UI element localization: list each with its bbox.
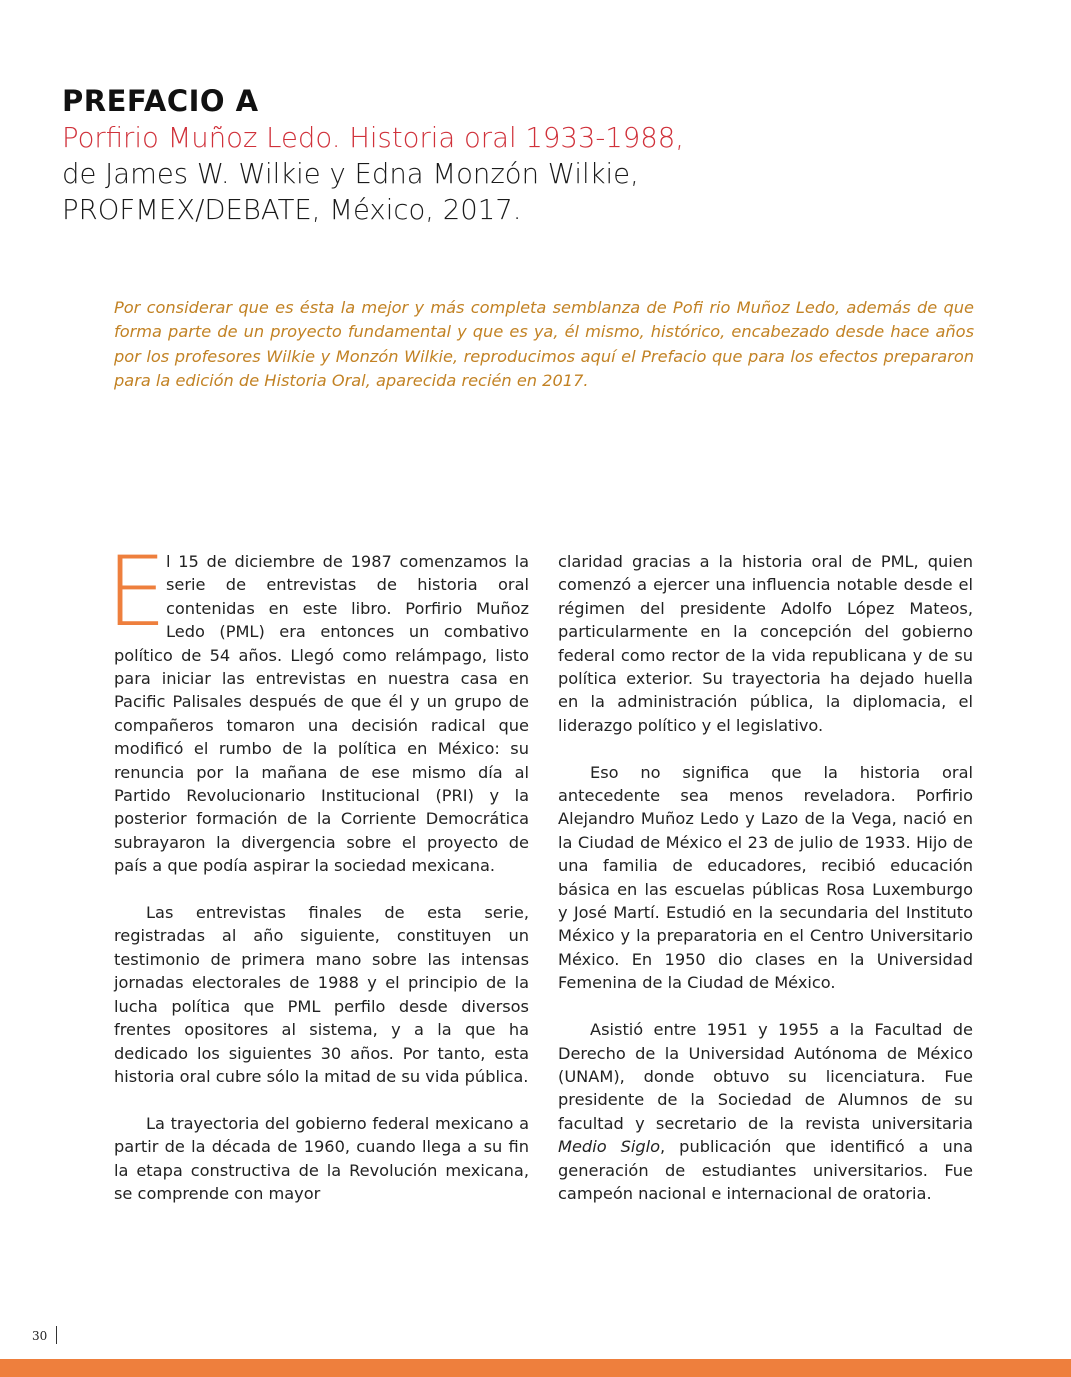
book-authors: de James W. Wilkie y Edna Monzón Wilkie, xyxy=(62,158,639,190)
body-paragraph xyxy=(558,1018,973,1205)
paragraph-text: l 15 de diciembre de 1987 comenzamos la serie de entrevistas de historia oral contenidas en este libro. Porfirio Muñoz Ledo (PML) era entonces un combativo político de 54 años. Llegó como relámpago, listo para iniciar las entrevistas en nuestra casa en Pacific Palisales después de que él y un grupo de compañeros tomaron una decisión radical que modificó el rumbo de la política en México: su renuncia por la mañana de ese mismo día al Partido Revolucionario Institucional (PRI) y la posterior formación de la Corriente Democrática subrayaron la divergencia sobre el proyecto de país a que podía aspirar la sociedad mexicana. xyxy=(114,552,529,876)
page-number: 30 xyxy=(32,1329,48,1343)
book-publisher: PROFMEX/DEBATE, México, 2017. xyxy=(62,194,522,226)
heading-kicker: PREFACIO A xyxy=(62,84,259,118)
body-column-right xyxy=(558,550,973,1229)
book-title: Porfirio Muñoz Ledo. Historia oral 1933-1988, xyxy=(62,122,684,154)
body-paragraph: La trayectoria del gobierno federal mexicano a partir de la década de 1960, cuando llega a su fin la etapa constructiva de la Revolución mexicana, se comprende con mayor xyxy=(114,1113,529,1203)
body-paragraph-continued: claridad gracias a la historia oral de PML, quien comenzó a ejercer una influencia notable desde el régimen del presidente Adolfo López Mateos, particularmente en la concepción del gobierno federal como rector de la vida republicana y de su política exterior. Su trayectoria ha dejado huella en la administración pública, la diplomacia, el liderazgo político y el legislativo. xyxy=(558,552,973,735)
article-heading xyxy=(62,82,1022,228)
body-column-left xyxy=(106,536,529,1229)
publication-name: Medio Siglo xyxy=(558,1137,661,1157)
body-paragraph xyxy=(106,536,529,878)
paragraph-text: Asistió entre 1951 y 1955 a la Facultad de Derecho de la Universidad Autónoma de México (UNAM), donde obtuvo su licenciatura. Fue presidente de la Sociedad de Alumnos de su facultad y secretario de la revista universitaria xyxy=(558,1020,973,1133)
body-paragraph: Eso no significa que la historia oral antecedente sea menos reveladora. Porfirio Alejandro Muñoz Ledo y Lazo de la Vega, nació en la Ciudad de México el 23 de julio de 1933. Hijo de una familia de educadores, recibió educación básica en las escuelas públicas Rosa Luxemburgo y José Martí. Estudió en la secundaria del Instituto México y la preparatoria en el Centro Universitario México. En 1950 dio clases en la Universidad Femenina de la Ciudad de México. xyxy=(558,762,973,993)
bottom-accent-bar xyxy=(0,1359,1071,1377)
drop-cap: E xyxy=(106,536,167,648)
intro-paragraph: Por considerar que es ésta la mejor y más completa semblanza de Pofi rio Muñoz Ledo, además de que forma parte de un proyecto fundamental y que es ya, él mismo, histórico, encabezado desde hace años por los profesores Wilkie y Monzón Wilkie, reproducimos aquí el Prefacio que para los efectos prepararon para la edición de Historia Oral, aparecida recién en 2017. xyxy=(114,298,974,391)
paragraph-text: , publicación que identificó a una generación de estudiantes universitarios. Fue campeón nacional e internacional de oratoria. xyxy=(558,1137,973,1203)
footer-divider xyxy=(56,1326,57,1344)
body-paragraph: Las entrevistas finales de esta serie, registradas al año siguiente, constituyen un testimonio de primera mano sobre las intensas jornadas electorales de 1988 y el principio de la lucha política que PML perfilo desde diversos frentes opositores al sistema, y a la que ha dedicado los siguientes 30 años. Por tanto, esta historia oral cubre sólo la mitad de su vida pública. xyxy=(114,903,529,1086)
